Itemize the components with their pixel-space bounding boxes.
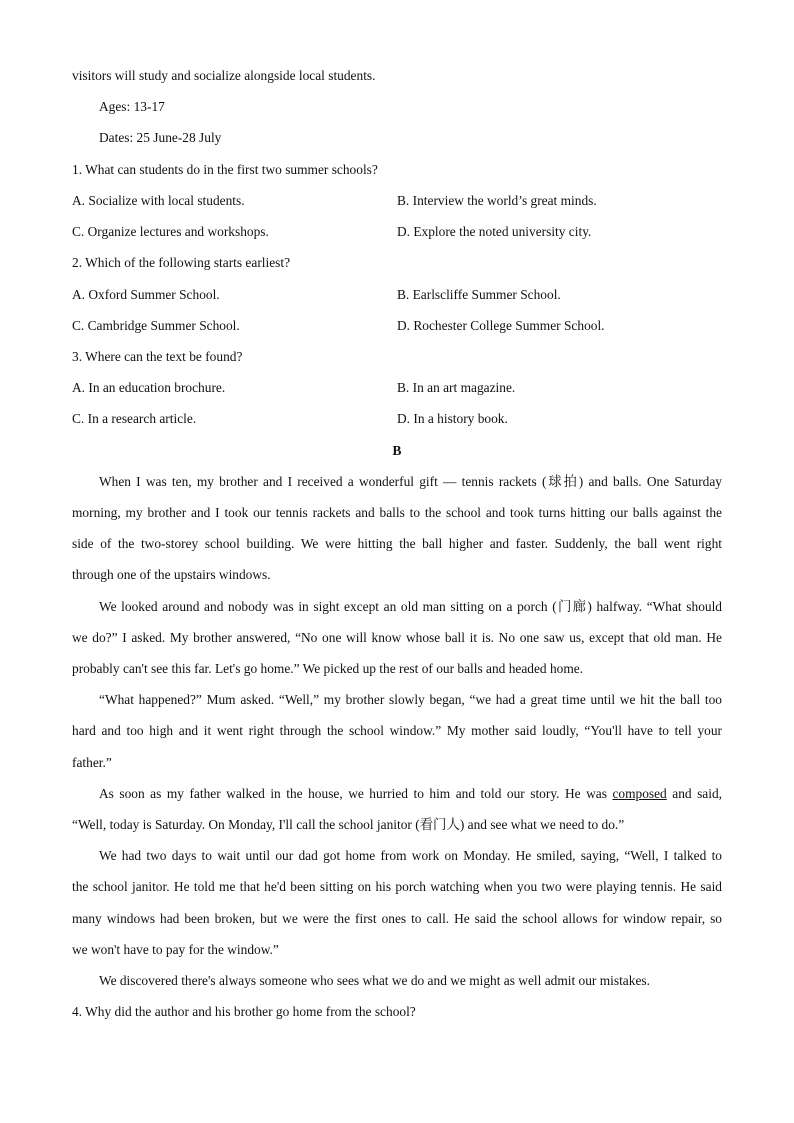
passage-line: we won't have to pay for the window.”: [72, 942, 279, 957]
passage-line: the school janitor. He told me that he'd been sitting on his porch watching when you two were playing tennis. He said: [72, 879, 722, 894]
question-2-stem: 2. Which of the following starts earliest?: [72, 255, 291, 270]
vocab-word-composed: composed: [612, 786, 667, 801]
passage-line: We looked around and nobody was in sight except an old man sitting on a porch (门廊) halfway. “What should: [99, 599, 722, 614]
passage-line: “What happened?” Mum asked. “Well,” my brother slowly began, “we had a great time until we hit the ball too: [99, 692, 722, 707]
q1-option-a: A. Socialize with local students.: [72, 193, 245, 208]
passage-line: We discovered there's always someone who sees what we do and we might as well admit our mistakes.: [99, 973, 650, 988]
passage-line: When I was ten, my brother and I received a wonderful gift — tennis rackets (球拍) and balls. One Saturday: [99, 474, 722, 489]
q3-option-a: A. In an education brochure.: [72, 380, 226, 395]
q2-option-c: C. Cambridge Summer School.: [72, 318, 240, 333]
question-1-stem: 1. What can students do in the first two summer schools?: [72, 162, 378, 177]
q1-option-c: C. Organize lectures and workshops.: [72, 224, 269, 239]
passage-line: morning, my brother and I took our tennis rackets and balls to the school and took turns hitting our balls against the: [72, 505, 722, 520]
q3-option-c: C. In a research article.: [72, 411, 197, 426]
passage-line: side of the two-storey school building. We were hitting the ball higher and faster. Suddenly, the ball went right: [72, 536, 722, 551]
dates-line: Dates: 25 June-28 July: [99, 130, 222, 145]
q2-option-d: D. Rochester College Summer School.: [397, 318, 605, 333]
q3-option-d: D. In a history book.: [397, 411, 508, 426]
ages-line: Ages: 13-17: [99, 99, 165, 114]
intro-tail: visitors will study and socialize alongside local students.: [72, 68, 376, 83]
passage-line: [99, 785, 722, 803]
passage-line: many windows had been broken, but we were the first ones to call. He said the school allows for window repair, so: [72, 911, 722, 926]
passage-line: we do?” I asked. My brother answered, “No one will know whose ball it is. No one saw us, except that old man. He: [72, 630, 722, 645]
passage-text: As soon as my father walked in the house, we hurried to him and told our story. He was: [99, 786, 613, 801]
q3-option-b: B. In an art magazine.: [397, 380, 516, 395]
q1-option-d: D. Explore the noted university city.: [397, 224, 592, 239]
question-3-stem: 3. Where can the text be found?: [72, 349, 243, 364]
passage-line: “Well, today is Saturday. On Monday, I'll call the school janitor (看门人) and see what we need to do.”: [72, 817, 625, 832]
question-4-stem: 4. Why did the author and his brother go home from the school?: [72, 1004, 416, 1019]
passage-line: We had two days to wait until our dad got home from work on Monday. He smiled, saying, “Well, I talked to: [99, 848, 722, 863]
passage-line: father.”: [72, 755, 112, 770]
q2-option-b: B. Earlscliffe Summer School.: [397, 287, 561, 302]
q1-option-b: B. Interview the world’s great minds.: [397, 193, 597, 208]
passage-line: hard and too high and it went right through the school window.” My mother said loudly, “You'll have to tell your: [72, 723, 722, 738]
passage-line: probably can't see this far. Let's go home.” We picked up the rest of our balls and headed home.: [72, 661, 584, 676]
passage-text: and said,: [666, 786, 723, 801]
section-b-heading: B: [392, 443, 402, 458]
passage-line: through one of the upstairs windows.: [72, 567, 271, 582]
q2-option-a: A. Oxford Summer School.: [72, 287, 220, 302]
